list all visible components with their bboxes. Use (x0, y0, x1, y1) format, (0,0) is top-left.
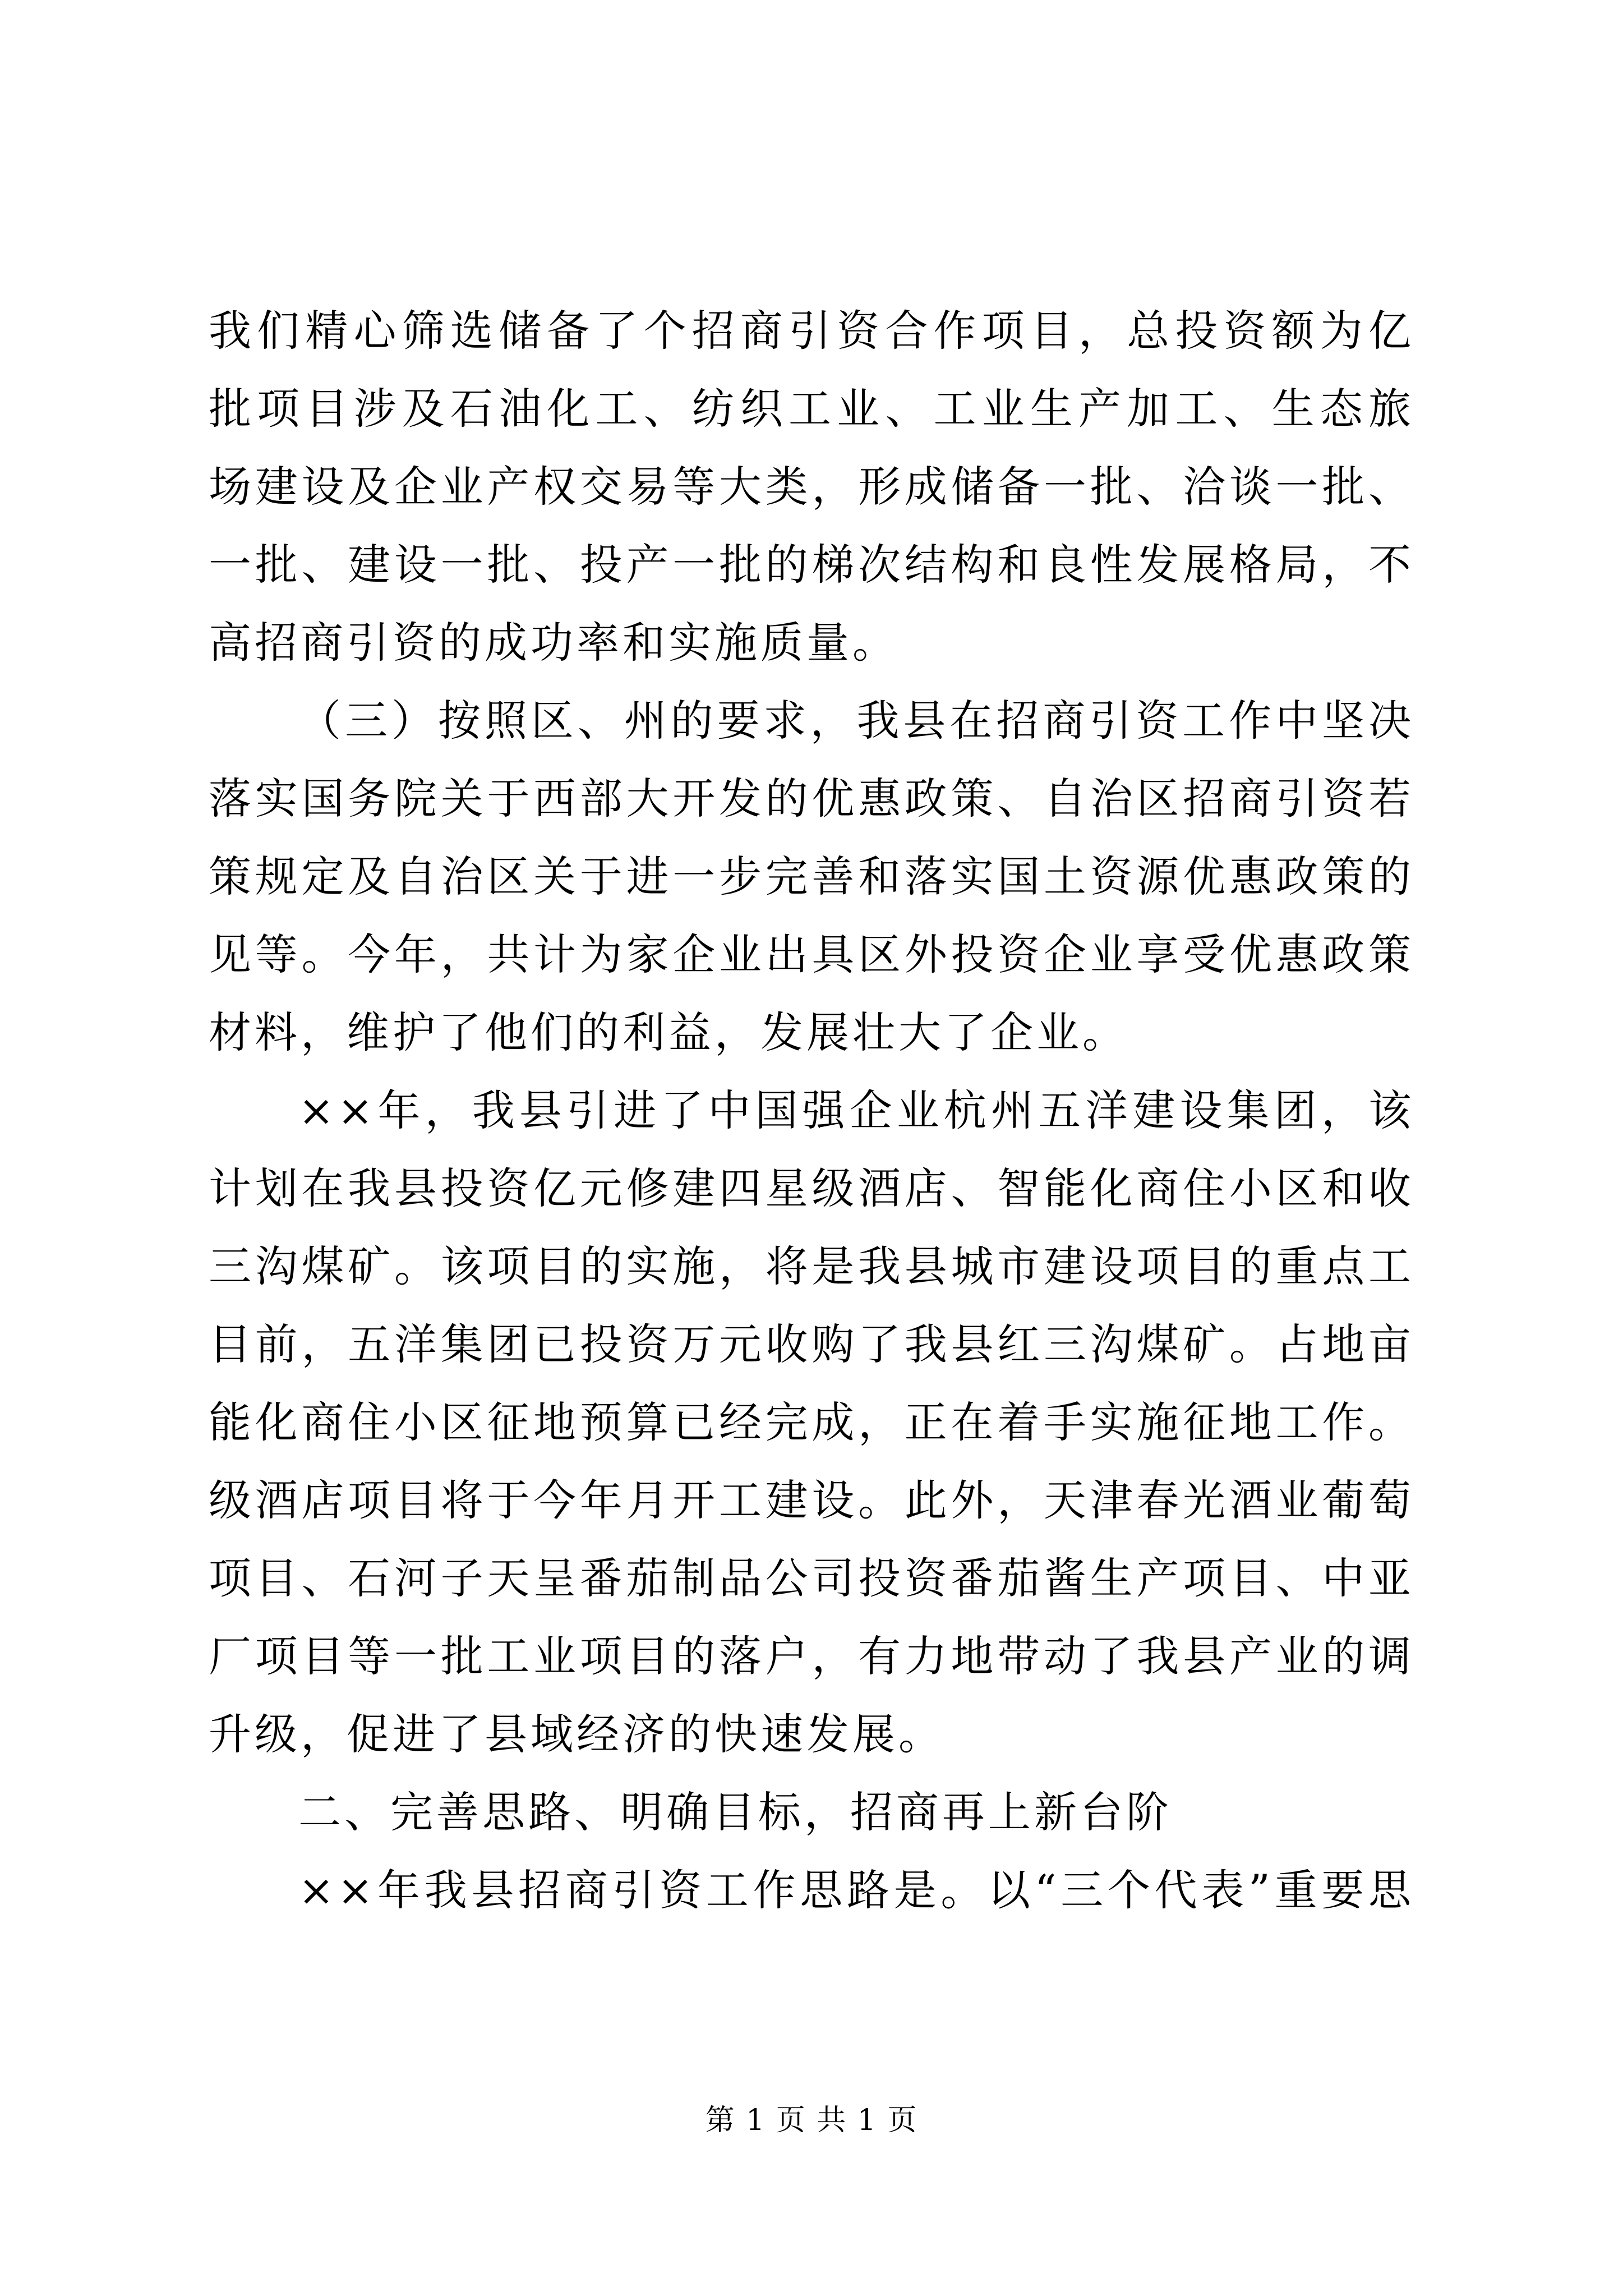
text-line: 升级，促进了县域经济的快速发展。 (209, 1709, 944, 1759)
text-line: 项目、石河子天呈番茄制品公司投资番茄酱生产项目、中亚 (209, 1553, 1414, 1603)
page-footer: 第 1 页 共 1 页 (705, 2104, 918, 2137)
text-line: 高招商引资的成功率和实施质量。 (209, 618, 898, 668)
text-line: 策规定及自治区关于进一步完善和落实国土资源优惠政策的 (209, 852, 1414, 901)
text-line: 目前，五洋集团已投资万元收购了我县红三沟煤矿。占地亩 (209, 1319, 1414, 1369)
text-line: 一批、建设一批、投产一批的梯次结构和良性发展格局，不 (209, 540, 1414, 590)
text-line: 我们精心筛选储备了个招商引资合作项目，总投资额为亿 (209, 306, 1414, 356)
text-line: 材料，维护了他们的利益，发展壮大了企业。 (209, 1007, 1128, 1057)
text-line: 厂项目等一批工业项目的落户，有力地带动了我县产业的调 (209, 1631, 1414, 1681)
text-line: 三沟煤矿。该项目的实施，将是我县城市建设项目的重点工 (209, 1241, 1414, 1291)
text-line: 能化商住小区征地预算已经完成，正在着手实施征地工作。 (209, 1397, 1414, 1447)
text-line: ××年，我县引进了中国强企业杭州五洋建设集团，该 (298, 1085, 1414, 1135)
text-line: 级酒店项目将于今年月开工建设。此外，天津春光酒业葡萄 (209, 1475, 1414, 1525)
text-line: 落实国务院关于西部大开发的优惠政策、自治区招商引资若 (209, 774, 1414, 823)
text-line: 计划在我县投资亿元修建四星级酒店、智能化商住小区和收 (209, 1163, 1414, 1213)
text-line: 场建设及企业产权交易等大类，形成储备一批、洽谈一批、 (209, 462, 1414, 512)
text-line: （三）按照区、州的要求，我县在招商引资工作中坚决 (298, 696, 1414, 746)
document-body (209, 292, 1414, 1929)
text-line: 二、完善思路、明确目标，招商再上新台阶 (298, 1787, 1172, 1837)
text-line: 见等。今年，共计为家企业出具区外投资企业享受优惠政策 (209, 930, 1414, 979)
text-line: ××年我县招商引资工作思路是。以“三个代表”重要思 (298, 1865, 1414, 1915)
text-line: 批项目涉及石油化工、纺织工业、工业生产加工、生态旅 (209, 384, 1414, 434)
